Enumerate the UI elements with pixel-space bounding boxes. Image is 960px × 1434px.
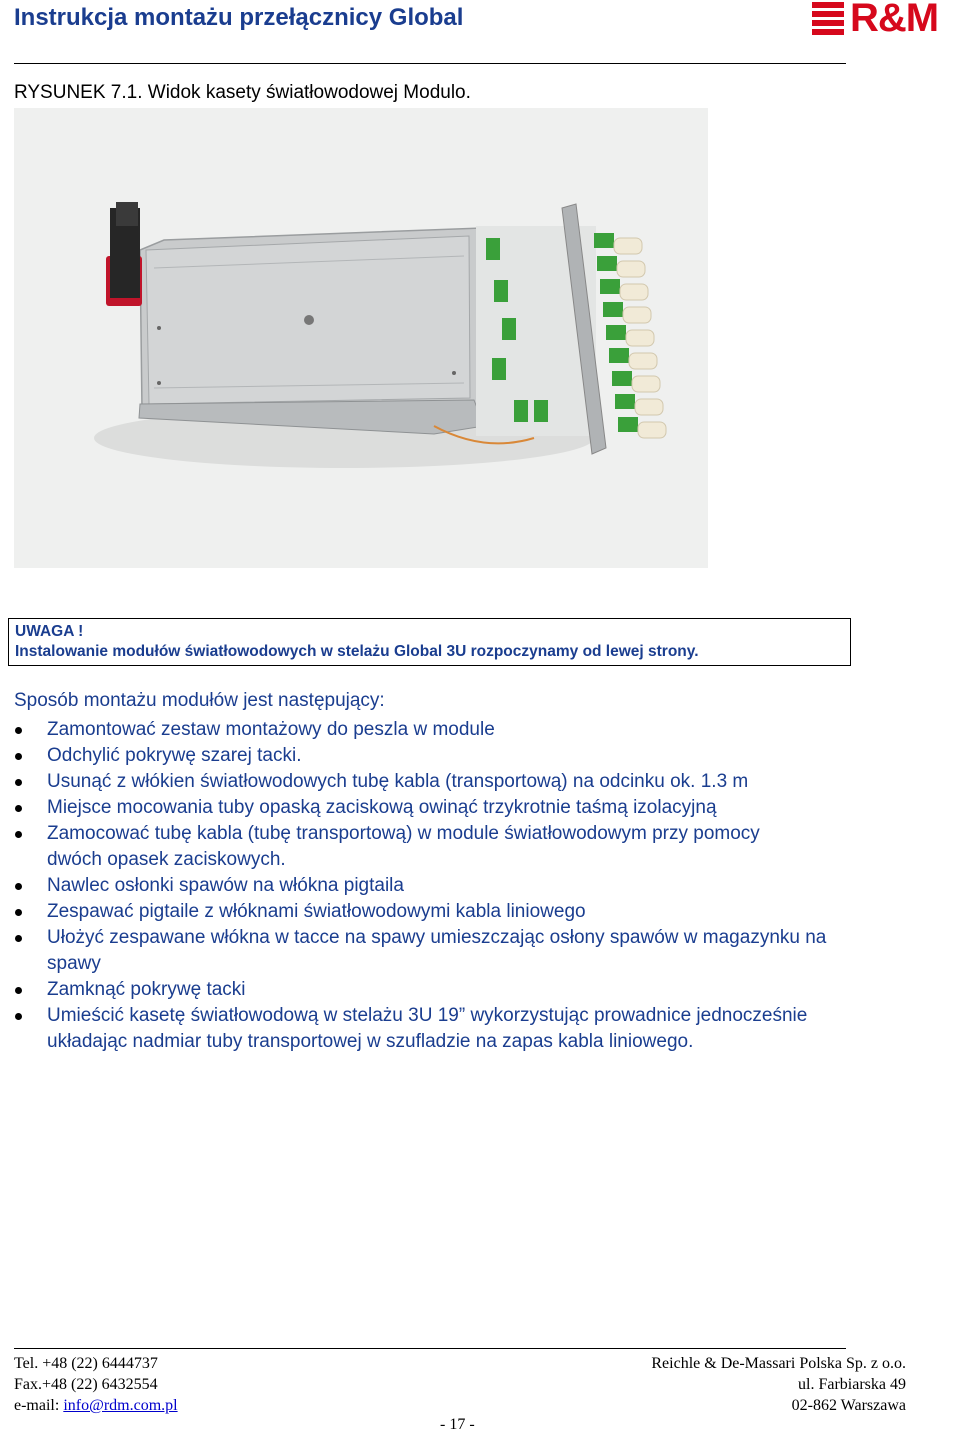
footer-email-label: e-mail: — [14, 1397, 64, 1414]
logo-text: R&M — [850, 0, 939, 40]
logo-stripes-icon — [812, 2, 844, 38]
footer-address — [651, 1353, 906, 1416]
warning-note — [8, 618, 851, 666]
list-item: Odchylić pokrywę szarej tacki. — [0, 743, 860, 769]
figure-caption: RYSUNEK 7.1. Widok kasety światłowodowej Modulo. — [14, 82, 471, 103]
rm-logo — [812, 0, 960, 42]
list-item: Umieścić kasetę światłowodową w stelażu 3U 19” wykorzystując prowadnice jednocześnie układając nadmiar tuby transportowej w szufladzie na zapas kabla liniowego. — [0, 1003, 857, 1055]
footer-email-link[interactable]: info@rdm.com.pl — [63, 1397, 178, 1414]
procedure-intro: Sposób montażu modułów jest następujący: — [14, 690, 385, 711]
footer-company: Reichle & De-Massari Polska Sp. z o.o. — [651, 1355, 906, 1372]
footer-contact — [14, 1353, 178, 1416]
footer-street: ul. Farbiarska 49 — [798, 1376, 906, 1393]
footer-city: 02-862 Warszawa — [791, 1397, 906, 1414]
footer-fax: Fax.+48 (22) 6432554 — [14, 1376, 158, 1393]
procedure-steps-list — [0, 717, 860, 1055]
footer-email-line — [14, 1395, 178, 1416]
header-divider — [14, 63, 846, 64]
modulo-cassette-photo — [14, 108, 708, 568]
note-heading: UWAGA ! — [15, 623, 84, 640]
list-item: Zamocować tubę kabla (tubę transportową) w module światłowodowym przy pomocy dwóch opasek zaciskowych. — [0, 821, 807, 873]
page-number: - 17 - — [440, 1416, 475, 1433]
list-item: Usunąć z włókien światłowodowych tubę kabla (transportową) na odcinku ok. 1.3 m — [0, 769, 860, 795]
list-item: Zamknąć pokrywę tacki — [0, 977, 860, 1003]
header-title: Instrukcja montażu przełącznicy Global — [14, 4, 464, 31]
list-item: Zamontować zestaw montażowy do peszla w module — [0, 717, 860, 743]
note-text: Instalowanie modułów światłowodowych w stelażu Global 3U rozpoczynamy od lewej strony. — [15, 643, 699, 660]
list-item: Zespawać pigtaile z włóknami światłowodowymi kabla liniowego — [0, 899, 860, 925]
footer-divider — [14, 1348, 846, 1349]
list-item: Ułożyć zespawane włókna w tacce na spawy umieszczając osłony spawów w magazynku na spawy — [0, 925, 827, 977]
footer-tel: Tel. +48 (22) 6444737 — [14, 1355, 158, 1372]
list-item: Nawlec osłonki spawów na włókna pigtaila — [0, 873, 860, 899]
list-item: Miejsce mocowania tuby opaską zaciskową owinąć trzykrotnie taśmą izolacyjną — [0, 795, 860, 821]
